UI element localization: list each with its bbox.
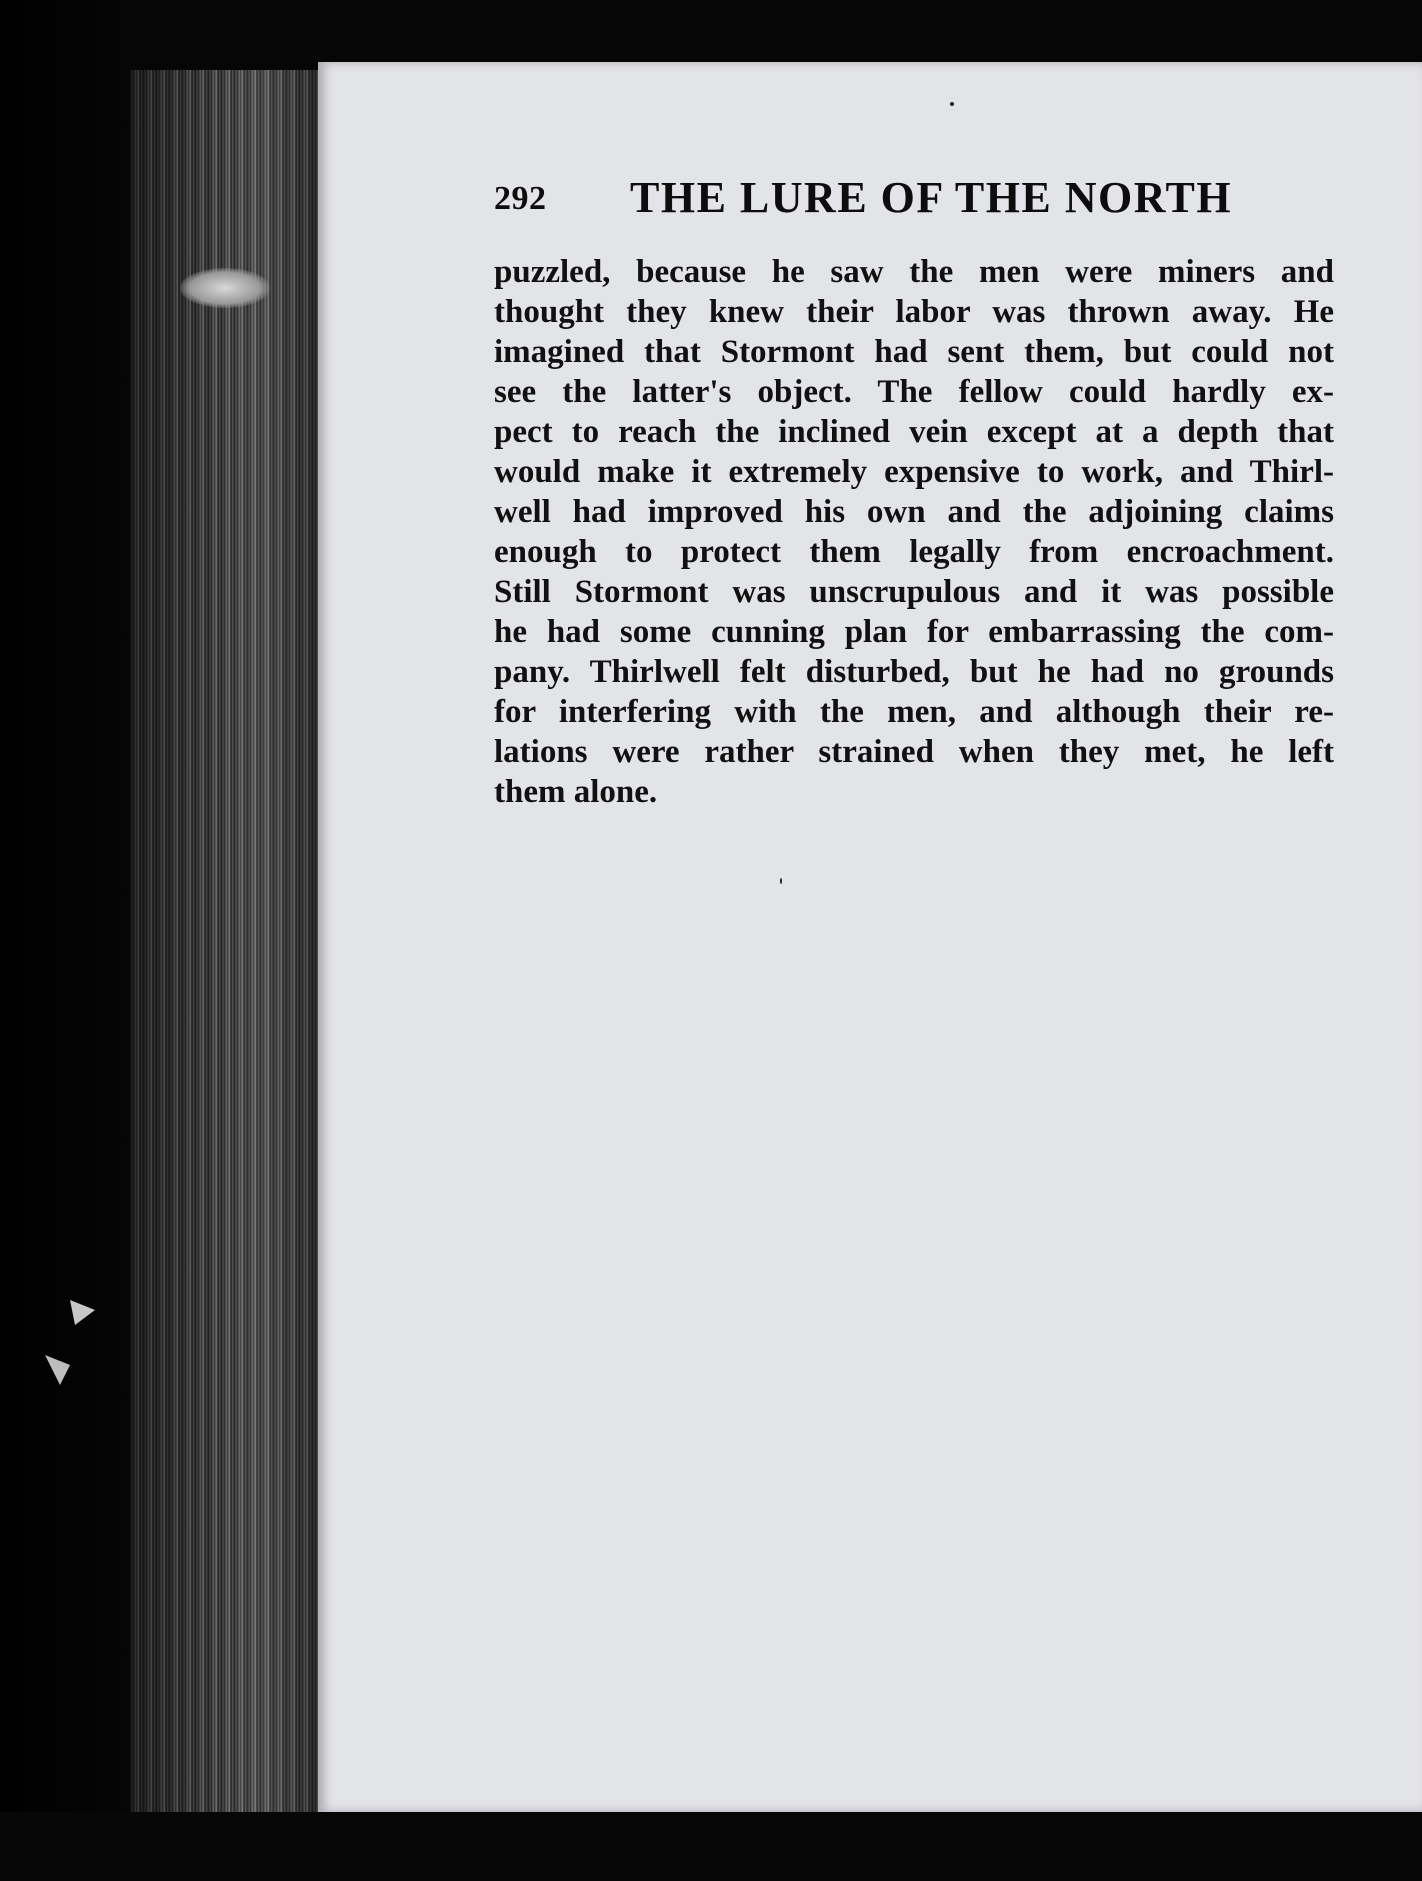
paper-speck <box>780 878 782 884</box>
binding-clip-mark <box>40 1290 100 1390</box>
book-spine-shadow <box>0 0 150 1881</box>
text-line: Still Stormont was unscrupulous and it was possible <box>494 574 1334 610</box>
text-line: for interfering with the men, and although their re- <box>494 694 1334 730</box>
text-line: well had improved his own and the adjoining claims <box>494 494 1334 530</box>
scan-bottom-edge <box>0 1812 1422 1881</box>
paper-tear-mark <box>180 268 270 308</box>
body-paragraph <box>494 252 1334 812</box>
text-line: imagined that Stormont had sent them, but could not <box>494 334 1334 370</box>
page-edges <box>130 70 320 1815</box>
page-number: 292 <box>494 180 547 217</box>
text-line: would make it extremely expensive to work, and Thirl- <box>494 454 1334 490</box>
running-head <box>494 168 1334 228</box>
book-title: THE LURE OF THE NORTH <box>630 173 1233 222</box>
text-line: pany. Thirlwell felt disturbed, but he had no grounds <box>494 654 1334 690</box>
text-line: puzzled, because he saw the men were miners and <box>494 254 1334 290</box>
text-line: enough to protect them legally from encroachment. <box>494 534 1334 570</box>
text-line: see the latter's object. The fellow could hardly ex- <box>494 374 1334 410</box>
paper-speck <box>950 102 954 106</box>
text-line: lations were rather strained when they met, he left <box>494 734 1334 770</box>
text-line: pect to reach the inclined vein except at a depth that <box>494 414 1334 450</box>
text-line: thought they knew their labor was thrown away. He <box>494 294 1334 330</box>
text-line: them alone. <box>494 774 658 810</box>
text-line: he had some cunning plan for embarrassing the com- <box>494 614 1334 650</box>
